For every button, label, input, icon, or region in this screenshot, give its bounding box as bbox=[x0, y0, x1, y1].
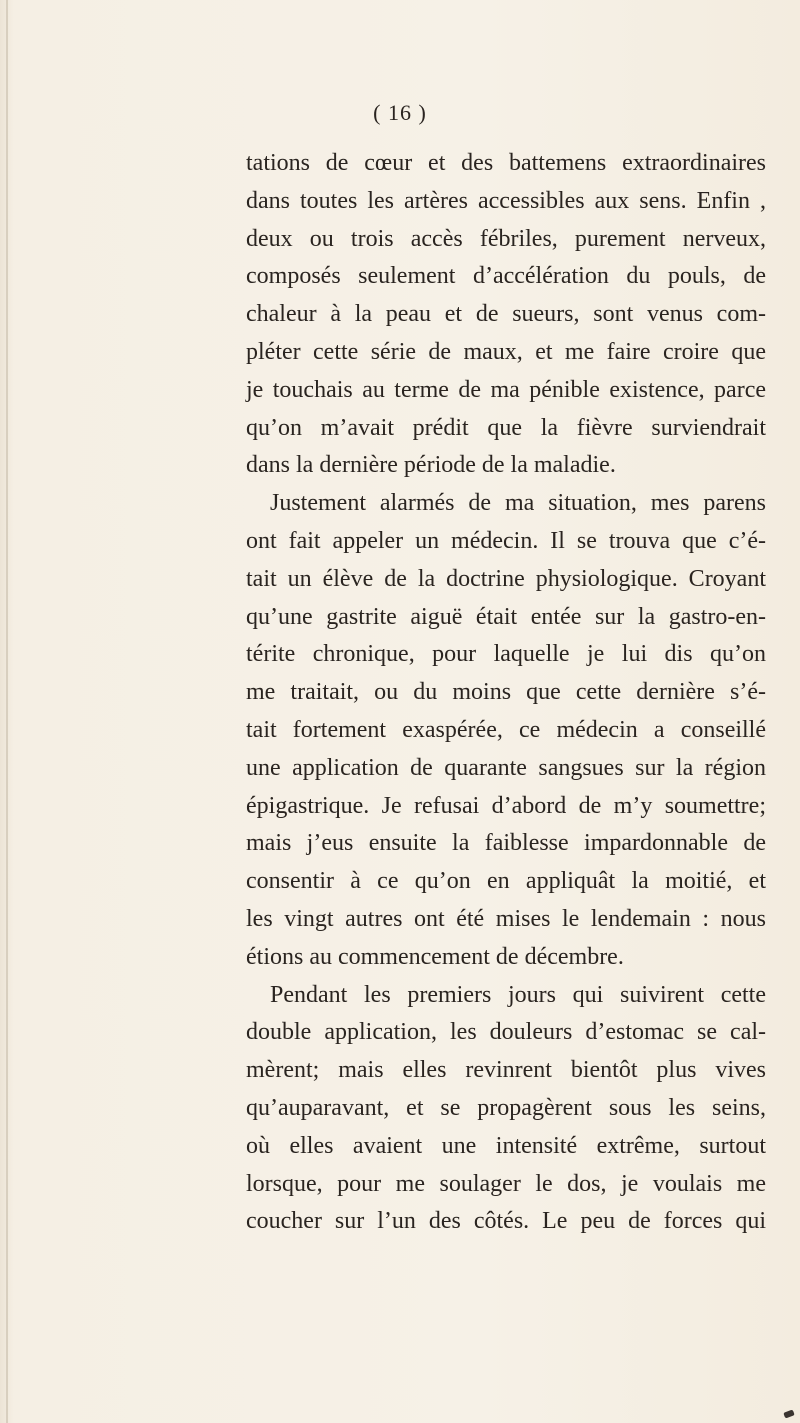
page-number: ( 16 ) bbox=[373, 100, 427, 125]
text-line: je touchais au terme de ma pénible existence, parce bbox=[246, 376, 766, 403]
text-line: une application de quarante sangsues sur la région bbox=[246, 754, 766, 781]
text-line: les vingt autres ont été mises le lendemain : nous bbox=[246, 905, 766, 932]
text-line: composés seulement d’accélération du pouls, de bbox=[246, 263, 766, 290]
text-line: étions au commencement de décembre. bbox=[246, 943, 624, 970]
text-line: térite chronique, pour laquelle je lui dis qu’on bbox=[246, 641, 766, 668]
text-line: Justement alarmés de ma situation, mes parens bbox=[270, 490, 766, 517]
text-line: qu’auparavant, et se propagèrent sous les seins, bbox=[246, 1094, 766, 1121]
text-line: coucher sur l’un des côtés. Le peu de forces qui bbox=[246, 1208, 766, 1235]
text-line: lorsque, pour me soulager le dos, je voulais me bbox=[246, 1170, 766, 1197]
body-text bbox=[246, 145, 766, 1241]
text-line: tations de cœur et des battemens extraordinaires bbox=[246, 150, 766, 176]
text-line: dans la dernière période de la maladie. bbox=[246, 452, 616, 479]
text-line: épigastrique. Je refusai d’abord de m’y soumettre; bbox=[246, 792, 766, 819]
text-line: mèrent; mais elles revinrent bientôt plus vives bbox=[246, 1057, 766, 1084]
page-edge bbox=[6, 0, 8, 1423]
text-line: qu’une gastrite aiguë était entée sur la gastro-en- bbox=[246, 603, 766, 630]
text-line: pléter cette série de maux, et me faire croire que bbox=[246, 338, 766, 365]
text-line: Pendant les premiers jours qui suivirent cette bbox=[270, 981, 766, 1008]
text-line: double application, les douleurs d’estomac se cal- bbox=[246, 1019, 766, 1046]
text-line: dans toutes les artères accessibles aux sens. Enfin , bbox=[246, 187, 766, 214]
text-line: tait fortement exaspérée, ce médecin a conseillé bbox=[246, 716, 766, 743]
ink-speck bbox=[783, 1409, 794, 1418]
text-line: me traitait, ou du moins que cette dernière s’é- bbox=[246, 679, 766, 706]
text-line: qu’on m’avait prédit que la fièvre surviendrait bbox=[246, 414, 766, 441]
text-line: chaleur à la peau et de sueurs, sont venus com- bbox=[246, 301, 766, 328]
text-line: où elles avaient une intensité extrême, surtout bbox=[246, 1132, 766, 1159]
text-line: mais j’eus ensuite la faiblesse impardonnable de bbox=[246, 830, 766, 857]
text-line: consentir à ce qu’on en appliquât la moitié, et bbox=[246, 868, 766, 895]
text-line: deux ou trois accès fébriles, purement nerveux, bbox=[246, 225, 766, 252]
text-line: ont fait appeler un médecin. Il se trouva que c’é- bbox=[246, 527, 766, 554]
text-line: tait un élève de la doctrine physiologique. Croyant bbox=[246, 565, 766, 592]
